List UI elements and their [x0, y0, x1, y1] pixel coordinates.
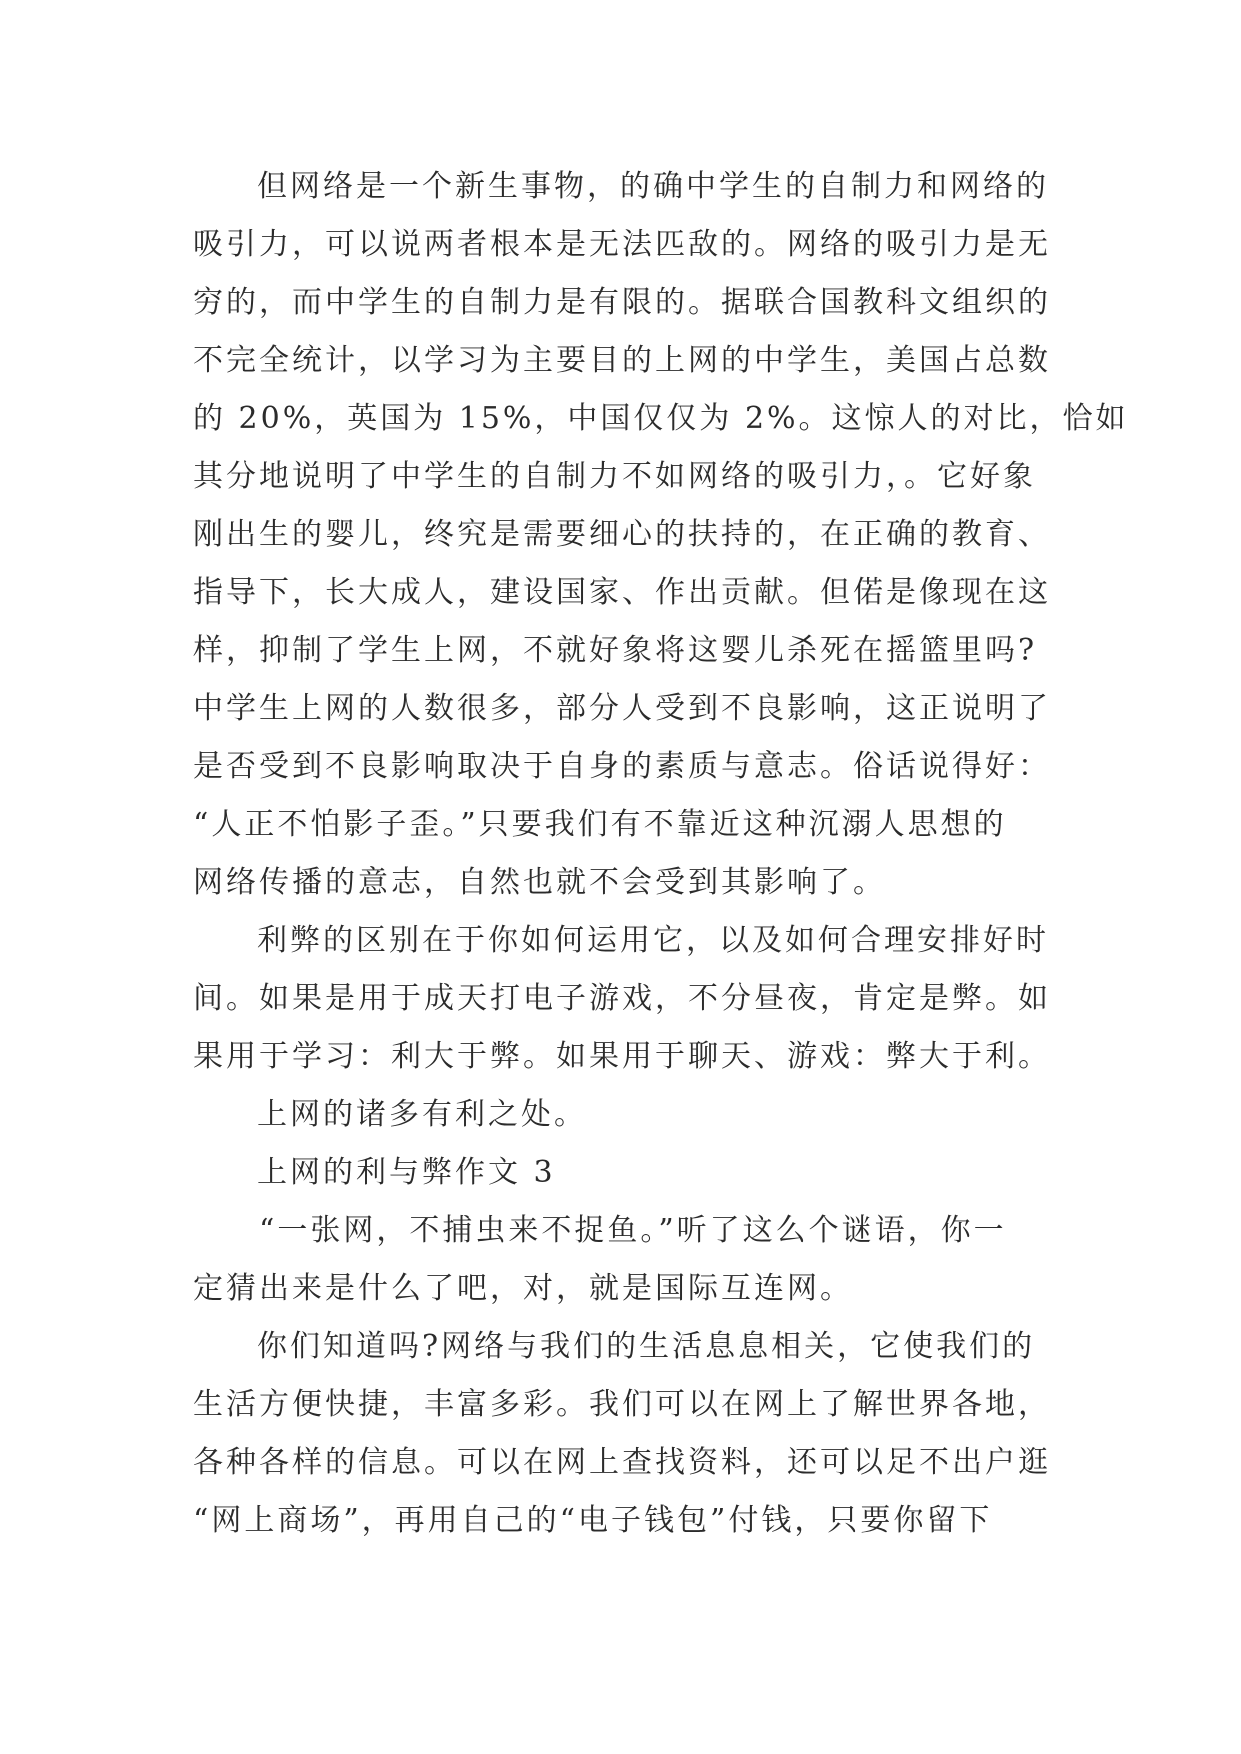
text-line: 网络传播的意志，自然也就不会受到其影响了。 [193, 865, 886, 900]
text-line: 的 20%，英国为 15%，中国仅仅为 2%。这惊人的对比，恰如 [193, 401, 1129, 436]
text-line: 不完全统计，以学习为主要目的上网的中学生，美国占总数 [193, 343, 1051, 378]
text-line: 是否受到不良影响取决于自身的素质与意志。俗话说得好： [193, 749, 1051, 784]
text-line: “一张网，不捕虫来不捉鱼。”听了这么个谜语，你一 [259, 1213, 1007, 1248]
text-line: 定猜出来是什么了吧，对，就是国际互连网。 [193, 1271, 853, 1306]
text-line: 穷的，而中学生的自制力是有限的。据联合国教科文组织的 [193, 285, 1051, 320]
text-line: 生活方便快捷，丰富多彩。我们可以在网上了解世界各地， [193, 1387, 1051, 1422]
text-line: 利弊的区别在于你如何运用它，以及如何合理安排好时 [257, 923, 1049, 958]
text-line: 但网络是一个新生事物，的确中学生的自制力和网络的 [257, 169, 1049, 204]
text-line: “人正不怕影子歪。”只要我们有不靠近这种沉溺人思想的 [193, 807, 1007, 842]
text-line: 各种各样的信息。可以在网上查找资料，还可以足不出户逛 [193, 1445, 1051, 1480]
section-heading: 上网的利与弊作文 3 [257, 1155, 556, 1190]
text-line: 间。如果是用于成天打电子游戏，不分昼夜，肯定是弊。如 [193, 981, 1051, 1016]
document-body [193, 158, 1129, 1550]
text-line: 刚出生的婴儿，终究是需要细心的扶持的，在正确的教育、 [193, 517, 1051, 552]
text-line: 你们知道吗?网络与我们的生活息息相关，它使我们的 [257, 1329, 1036, 1364]
text-line: 果用于学习：利大于弊。如果用于聊天、游戏：弊大于利。 [193, 1039, 1051, 1074]
text-line: 吸引力，可以说两者根本是无法匹敌的。网络的吸引力是无 [193, 227, 1051, 262]
text-line: 中学生上网的人数很多，部分人受到不良影响，这正说明了 [193, 691, 1051, 726]
text-line: 样，抑制了学生上网，不就好象将这婴儿杀死在摇篮里吗? [193, 633, 1038, 668]
text-line: 上网的诸多有利之处。 [257, 1097, 587, 1132]
text-line: 其分地说明了中学生的自制力不如网络的吸引力，。它好象 [193, 459, 1036, 494]
text-line: “网上商场”，再用自己的“电子钱包”付钱，只要你留下 [193, 1503, 993, 1538]
text-line: 指导下，长大成人，建设国家、作出贡献。但偌是像现在这 [193, 575, 1051, 610]
